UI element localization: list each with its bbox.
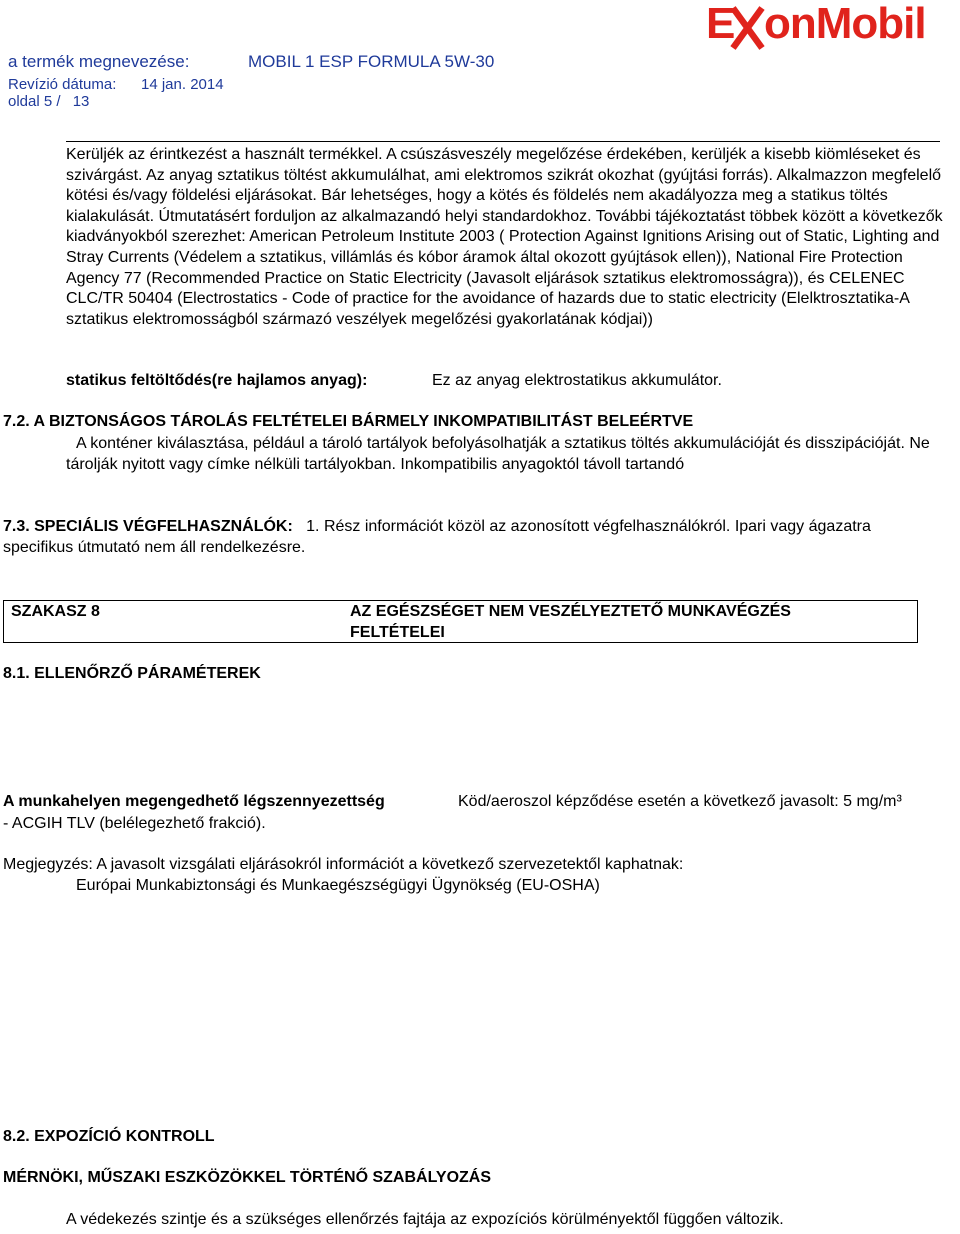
page-total: 13	[72, 93, 90, 110]
note-line-2: Európai Munkabiztonsági és Munkaegészségügyi Ügynökség (EU-OSHA)	[76, 877, 600, 894]
exposure-limit-value-continued: - ACGIH TLV (belélegezhető frakció).	[3, 815, 266, 832]
engineering-controls-text: A védekezés szintje és a szükséges ellenőrzés fajtája az expozíciós körülményektől függően változik.	[66, 1211, 784, 1228]
static-accumulator-value: Ez az anyag elektrostatikus akkumulátor.	[432, 372, 722, 389]
page-number	[8, 93, 89, 110]
section-7-3-title: 7.3. SPECIÁLIS VÉGFELHASZNÁLÓK:	[3, 518, 293, 535]
section-8-2-title: 8.2. EXPOZÍCIÓ KONTROLL	[3, 1128, 215, 1145]
section-8-1-title: 8.1. ELLENŐRZŐ PÁRAMÉTEREK	[3, 665, 261, 682]
svg-text:E: E	[706, 0, 735, 48]
svg-text:onMobil: onMobil	[764, 0, 926, 48]
revision-date-label: Revízió dátuma:	[8, 76, 117, 93]
section-8-title: AZ EGÉSZSÉGET NEM VESZÉLYEZTETŐ MUNKAVÉGZÉS FELTÉTELEI	[350, 603, 791, 641]
exxonmobil-logo	[706, 0, 960, 52]
note-line-1: Megjegyzés: A javasolt vizsgálati eljárásokról információt a következő szervezetektől kaphatnak:	[3, 856, 684, 873]
engineering-controls-title: MÉRNÖKI, MŰSZAKI ESZKÖZÖKKEL TÖRTÉNŐ SZABÁLYOZÁS	[3, 1169, 492, 1186]
section-7-2-text: A konténer kiválasztása, például a tároló tartályok befolyásolhatják a sztatikus töltés akkumulációját és disszipációját. Ne tárolják nyitott vagy címke nélküli tartályokban. Inkompatibilis anyagoktól távoll tartandó	[66, 435, 930, 473]
revision-date-value: 14 jan. 2014	[141, 76, 224, 93]
section-7-3-text: 1. Rész információt közöl az azonosított végfelhasználókról. Ipari vagy ágazatra specifikus útmutató nem áll rendelkezésre.	[3, 518, 871, 556]
exposure-limit-label: A munkahelyen megengedhető légszennyezettség	[3, 793, 385, 810]
section-8-header-box	[3, 600, 918, 643]
page-label: oldal 5 /	[8, 93, 61, 110]
section-7-2-title: 7.2. A BIZTONSÁGOS TÁROLÁS FELTÉTELEI BÁRMELY INKOMPATIBILITÁST BELEÉRTVE	[3, 413, 694, 430]
section-7-3	[3, 517, 938, 558]
section-8-number: SZAKASZ 8	[11, 603, 100, 620]
handling-precautions-text: Kerüljék az érintkezést a használt termékkel. A csúszásveszély megelőzése érdekében, kerüljék a kisebb kiömléseket és szivárgást. Az anyag sztatikus töltést akkumulálhat, ami elektromos szikrát okozhat (gyújtási forrás). Alkalmazzon megfelelő kötési és/vagy földelési eljárásokat. Bár lehetséges, hogy a kötés és földelés nem akadályozza meg a statikus töltés kialakulását. Útmutatásért forduljon az alkalmazandó helyi standardokhoz. További tájékoztatást többek között a következők kiadványokból szerezhet: American Petroleum Institute 2003 ( Protection Against Ignitions Arising out of Static, Lighting and Stray Currents (Védelem a sztatikus, villámlás és kóbor áramok által okozott gyújtások ellen)), National Fire Protection Agency 77 (Recommended Practice on Static Electricity (Javasolt eljárások sztatikus elektromosságra)), és CELENEC CLC/TR 50404 (Electrostatics - Code of practice for the avoidance of hazards due to static electricity (Elelktrosztatika-A sztatikus elektromosságból származó veszélyek megelőzési gyakorlatának kódjai))	[66, 146, 943, 328]
product-name-label: a termék megnevezése:	[8, 52, 190, 71]
header-divider	[66, 141, 940, 142]
exposure-limit-value: Köd/aeroszol képződése esetén a következő javasolt: 5 mg/m³	[458, 793, 902, 810]
product-name-value: MOBIL 1 ESP FORMULA 5W-30	[248, 52, 495, 71]
static-accumulator-label: statikus feltöltődés(re hajlamos anyag):	[66, 372, 368, 389]
